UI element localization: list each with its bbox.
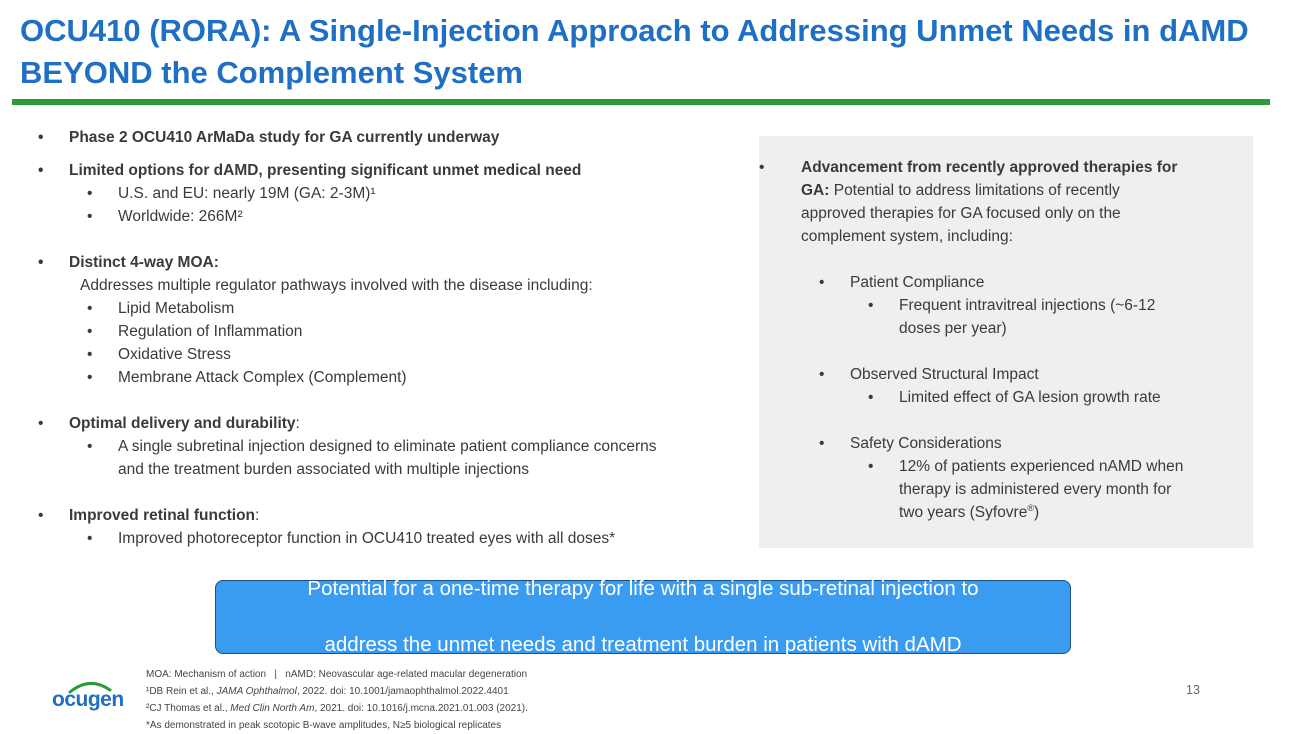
panel-heading <box>759 156 1253 248</box>
panel-heading-bold-1: Advancement from recently approved therapies for <box>801 159 1178 176</box>
panel-sub-structural: • Limited effect of GA lesion growth rate <box>759 386 1253 409</box>
retinal-colon: : <box>255 507 260 524</box>
sub-bullet-retinal: • Improved photoreceptor function in OCU410 treated eyes with all doses* <box>38 527 738 550</box>
safety-line-1: 12% of patients experienced nAMD when <box>899 458 1184 475</box>
sub-bullet-us-eu: • U.S. and EU: nearly 19M (GA: 2-3M)¹ <box>38 182 738 205</box>
footnote-ref-2 <box>146 700 528 717</box>
moa-item: • Oxidative Stress <box>38 343 738 366</box>
slide-title: OCU410 (RORA): A Single-Injection Approach to Addressing Unmet Needs in dAMD BEYOND the Complement System <box>20 13 1249 90</box>
ocugen-logo <box>52 680 124 716</box>
ref1-authors: ¹DB Rein et al., <box>146 686 217 697</box>
ref1-details: , 2022. doi: 10.1001/jamaophthalmol.2022.4401 <box>296 686 509 697</box>
footnote-ref-1 <box>146 683 528 700</box>
callout-line-2: address the unmet needs and treatment burden in patients with dAMD <box>324 633 962 656</box>
retinal-heading: Improved retinal function <box>69 507 256 524</box>
panel-heading-rest: Potential to address limitations of recently <box>829 182 1120 199</box>
compliance-line-2: doses per year) <box>899 320 1007 337</box>
footnote-abbreviations: MOA: Mechanism of action | nAMD: Neovascular age-related macular degeneration <box>146 669 528 680</box>
callout-line-1: Potential for a one-time therapy for life with a single sub-retinal injection to <box>307 577 979 600</box>
bullet-phase2: • Phase 2 OCU410 ArMaDa study for GA currently underway <box>38 126 738 149</box>
delivery-line-2: and the treatment burden associated with multiple injections <box>118 461 529 478</box>
panel-item-compliance: • Patient Compliance <box>759 271 1253 294</box>
delivery-line-1: A single subretinal injection designed to eliminate patient compliance concerns <box>118 438 657 455</box>
bullet-retinal <box>38 504 738 527</box>
footnotes <box>146 666 528 734</box>
panel-heading-line-4: complement system, including: <box>801 228 1013 245</box>
panel-sub-safety <box>759 455 1253 524</box>
panel-heading-bold-2: GA: <box>801 182 830 199</box>
delivery-heading: Optimal delivery and durability <box>69 415 296 432</box>
footnote-note: *As demonstrated in peak scotopic B-wave amplitudes, N≥5 biological replicates <box>146 720 502 731</box>
moa-item: • Lipid Metabolism <box>38 297 738 320</box>
safety-line-3: two years (Syfovre <box>899 504 1028 521</box>
sub-bullet-worldwide: • Worldwide: 266M² <box>38 205 738 228</box>
ref2-details: , 2021. doi: 10.1016/j.mcna.2021.01.003 (2021). <box>314 703 528 714</box>
bullet-moa: • Distinct 4-way MOA: <box>38 251 738 274</box>
registered-mark: ® <box>1027 502 1034 513</box>
callout-text <box>263 575 1023 659</box>
bullet-delivery <box>38 412 738 435</box>
panel-item-structural: • Observed Structural Impact <box>759 363 1253 386</box>
page-number: 13 <box>1186 683 1200 697</box>
compliance-line-1: Frequent intravitreal injections (~6-12 <box>899 297 1156 314</box>
left-bullets <box>38 126 738 550</box>
safety-line-2: therapy is administered every month for <box>899 481 1172 498</box>
bullet-limited-options: • Limited options for dAMD, presenting significant unmet medical need <box>38 159 738 182</box>
moa-description: Addresses multiple regulator pathways involved with the disease including: <box>80 277 593 294</box>
panel-item-safety: • Safety Considerations <box>759 432 1253 455</box>
moa-item: • Membrane Attack Complex (Complement) <box>38 366 738 389</box>
ref2-authors: ²CJ Thomas et al., <box>146 703 231 714</box>
moa-item: • Regulation of Inflammation <box>38 320 738 343</box>
safety-close: ) <box>1034 504 1040 521</box>
advancement-panel <box>759 136 1253 548</box>
panel-heading-line-3: approved therapies for GA focused only on the <box>801 205 1121 222</box>
key-message-callout <box>215 577 1071 656</box>
delivery-colon: : <box>295 415 300 432</box>
title-divider <box>12 99 1270 105</box>
logo-text: ocugen <box>52 688 124 711</box>
panel-sub-compliance <box>759 294 1253 340</box>
sub-bullet-delivery <box>38 435 738 481</box>
ref1-journal: JAMA Ophthalmol <box>216 686 297 697</box>
ref2-journal: Med Clin North Am <box>230 703 315 714</box>
